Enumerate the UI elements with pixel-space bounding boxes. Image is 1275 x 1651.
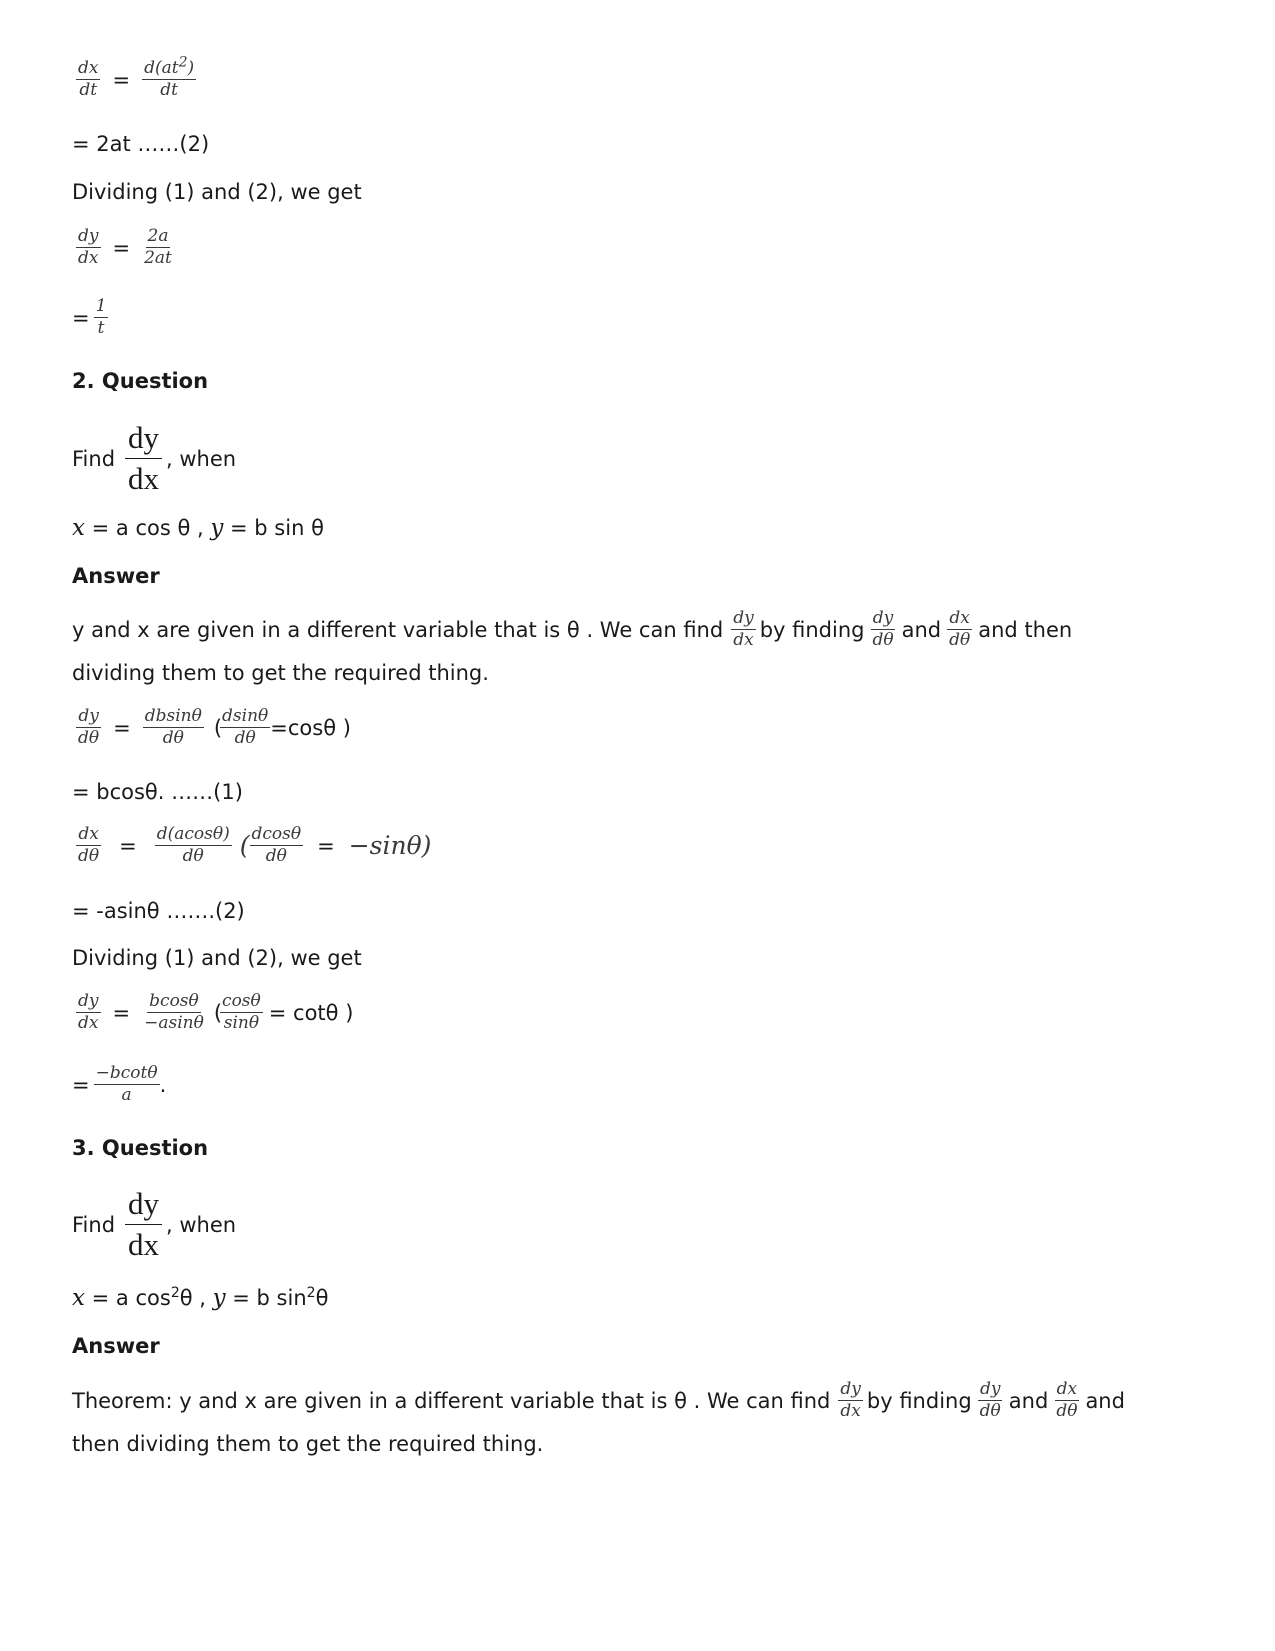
equation-result xyxy=(72,296,112,340)
y-expression: = b sin θ xyxy=(223,516,324,540)
text: and then xyxy=(978,617,1073,642)
fraction xyxy=(76,991,101,1035)
denominator: dθ xyxy=(182,846,204,867)
numerator: dy xyxy=(731,608,756,630)
equation-dxdt xyxy=(72,54,200,102)
denominator: dθ xyxy=(265,846,287,867)
x-expression: = a cos θ , xyxy=(84,516,211,540)
x-variable: x xyxy=(72,515,85,541)
close-paren: ) xyxy=(187,58,195,78)
fraction xyxy=(978,1379,1003,1423)
numerator: dy xyxy=(838,1379,863,1401)
period: . xyxy=(159,1072,167,1097)
denominator: dx xyxy=(840,1401,861,1422)
open-paren: ( xyxy=(239,831,250,861)
numerator: dy xyxy=(125,1184,162,1225)
numerator: bcosθ xyxy=(147,991,201,1013)
equation-tail: −sinθ) xyxy=(348,831,432,861)
numerator: d(acosθ) xyxy=(155,824,232,846)
answer-heading: Answer xyxy=(72,1334,160,1358)
equation-dydx xyxy=(72,991,353,1035)
denominator: dθ xyxy=(872,630,894,651)
equals-sign: = xyxy=(72,1072,90,1097)
text: and xyxy=(901,617,942,642)
given-equations xyxy=(72,515,324,541)
text-line: Dividing (1) and (2), we get xyxy=(72,180,362,204)
denominator: t xyxy=(97,318,105,339)
given-equations xyxy=(72,1285,328,1311)
text: by finding xyxy=(759,617,865,642)
denominator: dx xyxy=(78,248,99,269)
fraction xyxy=(142,226,174,270)
fraction xyxy=(76,58,100,102)
x-expression: = a cos xyxy=(84,1286,171,1310)
text-line: Dividing (1) and (2), we get xyxy=(72,946,362,970)
denominator: dθ xyxy=(78,728,100,749)
numerator: dy xyxy=(978,1379,1003,1401)
question-prompt xyxy=(72,418,236,500)
when-label: , when xyxy=(166,446,237,471)
equation-tail: = cotθ ) xyxy=(268,1000,354,1025)
denominator: dx xyxy=(733,630,754,651)
find-label: Find xyxy=(72,1212,116,1237)
text: and xyxy=(1008,1388,1049,1413)
denominator: dt xyxy=(79,80,98,101)
y-variable: y xyxy=(210,515,224,541)
equation-dydx xyxy=(72,226,178,270)
numerator: dsinθ xyxy=(220,706,270,728)
equation-line: = bcosθ. ……(1) xyxy=(72,780,243,804)
open-paren: ( xyxy=(213,1000,223,1025)
denominator: dx xyxy=(128,1227,160,1263)
equals-sign: = xyxy=(112,67,131,92)
denominator: dx xyxy=(128,461,160,497)
numerator: −bcotθ xyxy=(94,1063,160,1085)
numerator: 1 xyxy=(94,296,109,318)
fraction xyxy=(731,608,756,652)
equals-sign: = xyxy=(119,833,137,858)
fraction xyxy=(220,706,270,750)
numerator: 2a xyxy=(146,226,171,248)
equals-sign: = xyxy=(72,305,90,330)
numerator: dx xyxy=(947,608,971,630)
fraction xyxy=(220,991,263,1035)
fraction xyxy=(1054,1379,1079,1423)
question-heading: 2. Question xyxy=(72,369,209,393)
denominator: dθ xyxy=(78,846,100,867)
numerator: dy xyxy=(76,706,101,728)
denominator: dθ xyxy=(234,728,256,749)
equation-dx-dtheta xyxy=(72,824,431,868)
x-variable: x xyxy=(72,1285,85,1311)
denominator: dθ xyxy=(949,630,971,651)
paragraph-line: dividing them to get the required thing. xyxy=(72,661,489,685)
fraction xyxy=(76,824,101,868)
fraction xyxy=(143,706,204,750)
fraction xyxy=(94,1063,160,1107)
denominator: dt xyxy=(160,80,178,101)
fraction xyxy=(142,54,196,102)
equals-sign: = xyxy=(317,833,335,858)
y-expression: θ xyxy=(315,1286,329,1310)
denominator: 2at xyxy=(144,248,172,269)
denominator: dx xyxy=(78,1013,99,1034)
y-expression: = b sin xyxy=(225,1286,307,1310)
open-paren: ( xyxy=(213,715,223,740)
fraction xyxy=(76,706,101,750)
fraction xyxy=(76,226,101,270)
fraction xyxy=(870,608,895,652)
numerator: dy xyxy=(76,991,101,1013)
numerator xyxy=(142,54,196,80)
fraction xyxy=(947,608,972,652)
denominator: dθ xyxy=(979,1401,1001,1422)
paragraph-line: then dividing them to get the required thing. xyxy=(72,1432,544,1456)
numerator: dy xyxy=(125,418,162,459)
question-heading: 3. Question xyxy=(72,1136,209,1160)
denominator: dθ xyxy=(162,728,184,749)
numerator: dy xyxy=(871,608,896,630)
fraction xyxy=(838,1379,863,1423)
text: Theorem: y and x are given in a different variable that is θ . We can find xyxy=(72,1388,831,1413)
text: and xyxy=(1085,1388,1125,1413)
answer-heading: Answer xyxy=(72,564,160,588)
fraction xyxy=(125,1184,162,1266)
paragraph-line xyxy=(72,1379,1125,1423)
denominator: a xyxy=(121,1085,132,1106)
exponent: 2 xyxy=(170,1285,180,1301)
numerator: cosθ xyxy=(220,991,263,1013)
numerator: dx xyxy=(76,824,100,846)
fraction xyxy=(125,418,162,500)
y-variable: y xyxy=(212,1285,226,1311)
fraction xyxy=(250,824,304,868)
equation-dy-dtheta xyxy=(72,706,351,750)
denominator: −asinθ xyxy=(144,1013,204,1034)
exponent: 2 xyxy=(178,54,188,71)
numerator: dy xyxy=(76,226,101,248)
exponent: 2 xyxy=(306,1285,316,1301)
numerator: dcosθ xyxy=(250,824,304,846)
equals-sign: = xyxy=(112,235,131,260)
equation-result xyxy=(72,1063,166,1107)
numerator: dx xyxy=(1055,1379,1079,1401)
fraction xyxy=(142,991,206,1035)
equation-line: = -asinθ …….(2) xyxy=(72,899,245,923)
numerator-text: d(at xyxy=(144,58,179,78)
fraction xyxy=(94,296,109,340)
text: y and x are given in a different variable that is θ . We can find xyxy=(72,617,724,642)
equation-tail: =cosθ ) xyxy=(270,715,351,740)
numerator: dx xyxy=(76,58,100,80)
denominator: dθ xyxy=(1056,1401,1078,1422)
paragraph-line xyxy=(72,608,1072,652)
question-prompt xyxy=(72,1184,236,1266)
fraction xyxy=(155,824,232,868)
numerator: dbsinθ xyxy=(143,706,204,728)
x-expression: θ , xyxy=(179,1286,213,1310)
when-label: , when xyxy=(166,1212,237,1237)
denominator: sinθ xyxy=(223,1013,260,1034)
equation-line: = 2at ……(2) xyxy=(72,132,210,156)
equals-sign: = xyxy=(112,1000,131,1025)
equals-sign: = xyxy=(113,715,131,740)
text: by finding xyxy=(866,1388,972,1413)
find-label: Find xyxy=(72,446,116,471)
